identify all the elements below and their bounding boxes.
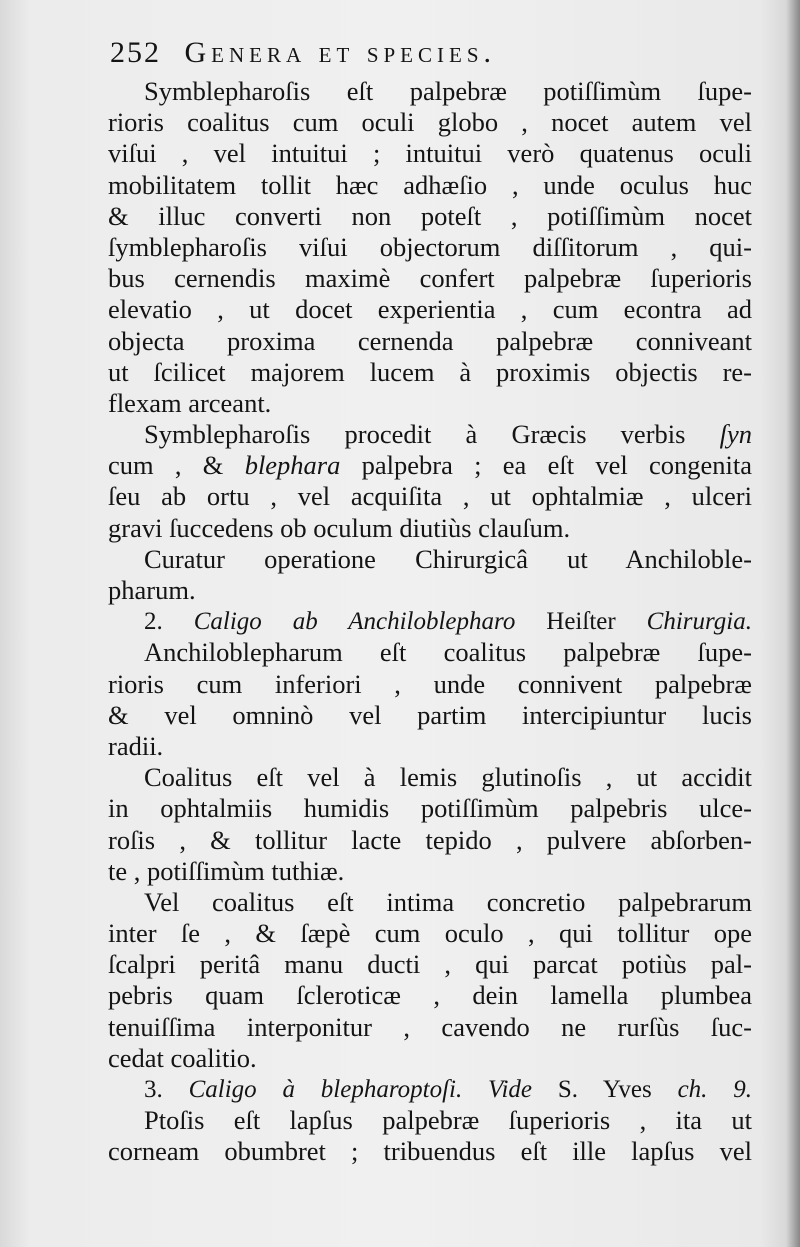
text-line: [108, 949, 752, 980]
text-line: [108, 201, 752, 232]
text-line: [108, 544, 752, 575]
text-line: [108, 731, 752, 762]
italic-text: blephara: [244, 450, 341, 481]
roman-text: radii.: [108, 730, 164, 761]
roman-text: Ptoſis eſt lapſus palpebræ ſuperioris , ita ut: [144, 1105, 752, 1136]
roman-text: palpebra ; ea eſt vel congenita: [340, 450, 752, 481]
roman-text: tenuiſſima interponitur , cavendo ne rurſùs ſuc-: [108, 1011, 752, 1042]
running-title: Genera et species.: [184, 36, 497, 69]
text-line: [108, 450, 752, 481]
text-line: [108, 700, 752, 731]
italic-text: Chirurgia.: [646, 608, 752, 636]
italic-text: Caligo à blepharoptoſi. Vide: [188, 1076, 532, 1103]
text-line: [108, 263, 752, 294]
roman-text: rioris cum inferiori , unde connivent palpebræ: [108, 668, 752, 699]
roman-text: pebris quam ſcleroticæ , dein lamella plumbea: [108, 980, 752, 1011]
roman-text: te , potiſſimùm tuthiæ.: [108, 855, 345, 886]
text-line: [108, 793, 752, 824]
roman-text: 2.: [144, 608, 194, 636]
text-line: [108, 1136, 752, 1167]
roman-text: rioris coalitus cum oculi globo , nocet autem vel: [108, 107, 752, 138]
roman-text: pharum.: [108, 575, 196, 605]
roman-text: Curatur operatione Chirurgicâ ut Anchiloble-: [144, 543, 752, 574]
roman-text: viſui , vel intuitui ; intuitui verò quatenus oculi: [108, 138, 752, 169]
text-line: [108, 513, 752, 544]
text-body: [108, 76, 752, 1168]
text-line: [108, 481, 752, 512]
italic-text: Caligo ab Anchiloblepharo: [193, 608, 516, 636]
roman-text: S. Yves: [532, 1076, 678, 1103]
roman-text: flexam arceant.: [108, 387, 272, 418]
italic-text: ch. 9.: [677, 1076, 752, 1103]
roman-text: ut ſcilicet majorem lucem à proximis objectis re-: [108, 356, 752, 387]
roman-text: & illuc converti non poteſt , potiſſimùm nocet: [108, 200, 752, 231]
roman-text: 3.: [144, 1076, 189, 1103]
text-line: [108, 637, 752, 668]
text-line: [108, 294, 752, 325]
text-line: [108, 76, 752, 107]
text-line: [108, 575, 752, 606]
page-number: 252: [110, 36, 161, 69]
text-line: [108, 170, 752, 201]
roman-text: & vel omninò vel partim intercipiuntur lucis: [108, 699, 752, 730]
text-line: [108, 762, 752, 793]
text-line: [108, 388, 752, 419]
text-line: [108, 669, 752, 700]
page-header: [110, 36, 710, 80]
text-line: [108, 606, 752, 637]
roman-text: roſis , & tollitur lacte tepido , pulvere abſorben-: [108, 824, 752, 855]
roman-text: Coalitus eſt vel à lemis glutinoſis , ut accidit: [144, 762, 752, 793]
text-line: [108, 825, 752, 856]
roman-text: ſymblepharoſis viſui objectorum diſſitorum , qui-: [108, 231, 752, 262]
roman-text: cum , &: [108, 450, 245, 481]
roman-text: gravi ſuccedens ob oculum diutiùs clauſum.: [108, 512, 571, 543]
roman-text: objecta proxima cernenda palpebræ conniveant: [108, 325, 752, 356]
text-line: [108, 357, 752, 388]
roman-text: cedat coalitio.: [108, 1042, 257, 1073]
text-line: [108, 887, 752, 918]
roman-text: Heiſter: [515, 608, 647, 636]
page-edge-shadow: [786, 0, 800, 1247]
text-line: [108, 856, 752, 887]
text-line: [108, 107, 752, 138]
roman-text: ſcalpri peritâ manu ducti , qui parcat potiùs pal-: [108, 949, 752, 980]
text-line: [108, 1043, 752, 1074]
roman-text: in ophtalmiis humidis potiſſimùm palpebris ulce-: [108, 793, 752, 824]
text-line: [108, 419, 752, 450]
text-line: [108, 980, 752, 1011]
text-line: [108, 326, 752, 357]
roman-text: elevatio , ut docet experientia , cum econtra ad: [108, 294, 752, 325]
text-line: [108, 138, 752, 169]
roman-text: ſeu ab ortu , vel acquiſita , ut ophtalmiæ , ulceri: [108, 481, 752, 512]
roman-text: Anchiloblepharum eſt coalitus palpebræ ſupe-: [144, 637, 752, 668]
text-line: [108, 1074, 752, 1105]
text-line: [108, 1012, 752, 1043]
italic-text: ſyn: [719, 419, 752, 450]
roman-text: bus cernendis maximè confert palpebræ ſuperioris: [108, 263, 752, 294]
roman-text: Symblepharoſis eſt palpebræ potiſſimùm ſupe-: [144, 76, 752, 106]
text-line: [108, 232, 752, 263]
roman-text: Symblepharoſis procedit à Græcis verbis: [144, 419, 720, 450]
roman-text: mobilitatem tollit hæc adhæſio , unde oculus huc: [108, 169, 752, 200]
text-line: [108, 918, 752, 949]
text-line: [108, 1105, 752, 1136]
roman-text: inter ſe , & ſæpè cum oculo , qui tollitur ope: [108, 918, 752, 949]
roman-text: Vel coalitus eſt intima concretio palpebrarum: [144, 886, 752, 917]
roman-text: corneam obumbret ; tribuendus eſt ille lapſus vel: [108, 1136, 752, 1167]
